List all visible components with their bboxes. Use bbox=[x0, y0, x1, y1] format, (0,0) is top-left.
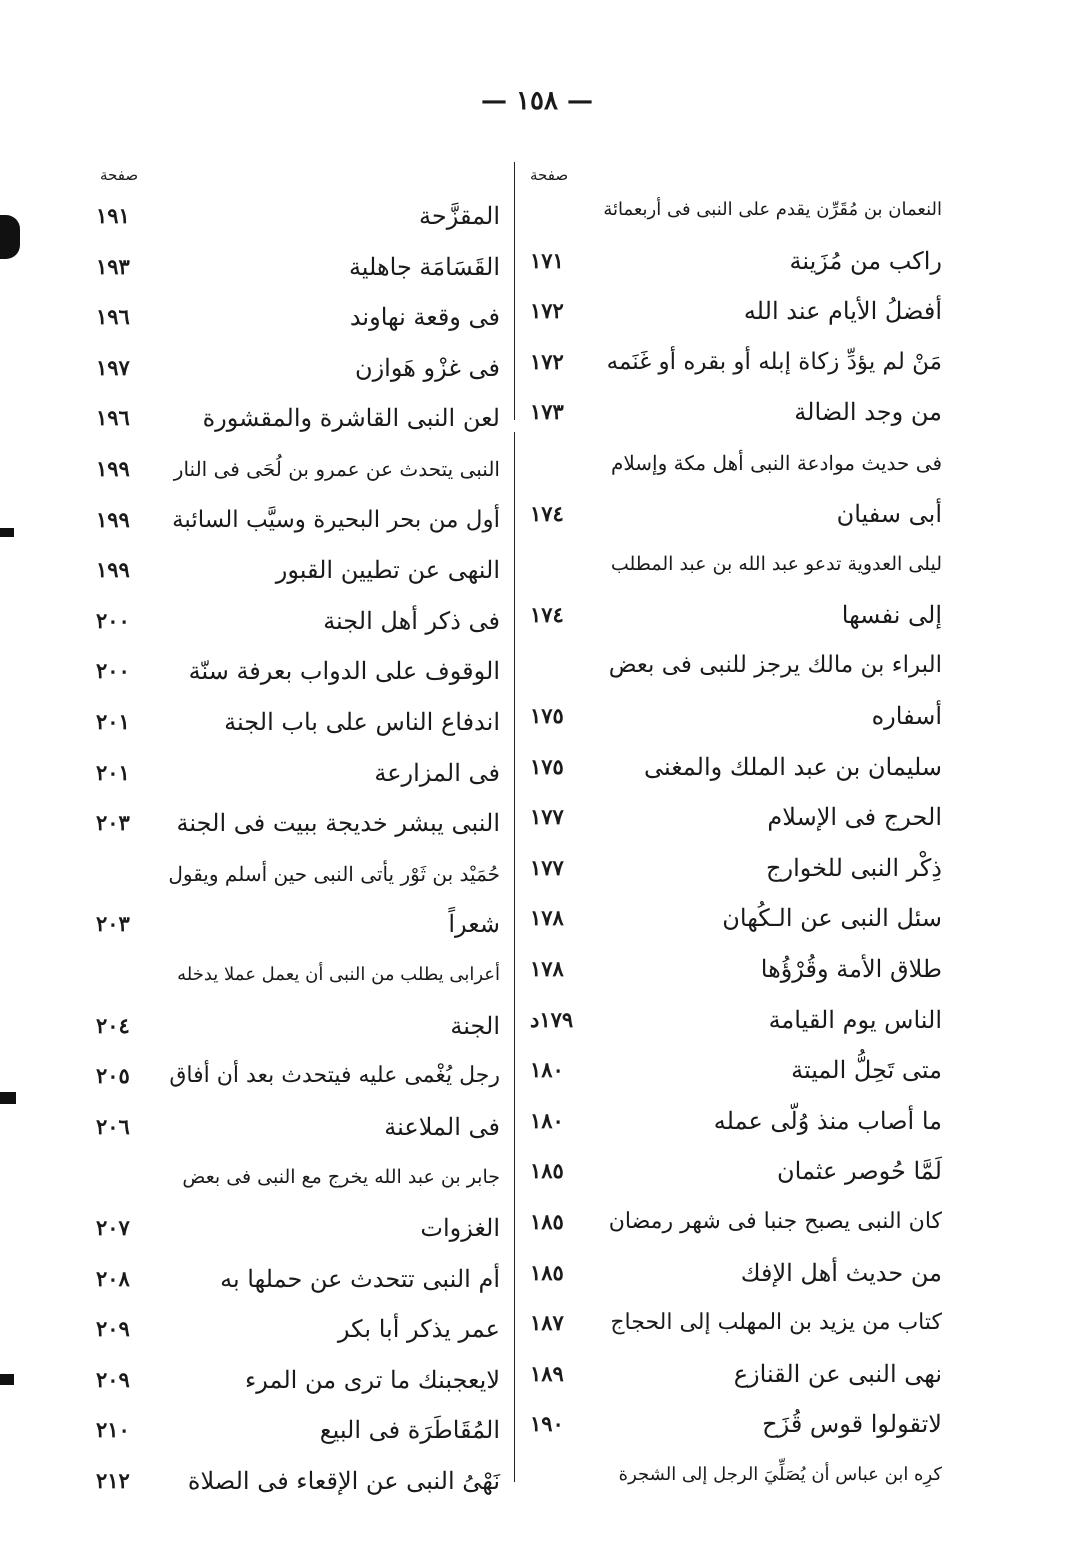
entry-page-number: ١٨٥ bbox=[530, 1158, 564, 1184]
entry-page-number: ١٩٠ bbox=[530, 1411, 564, 1437]
entry-title: سليمان بن عبد الملك والمغنى bbox=[643, 752, 942, 781]
entry-page-number: ٢٠٠ bbox=[96, 607, 130, 633]
entry-page-number: ٢٠٤ bbox=[96, 1012, 130, 1038]
index-entry bbox=[96, 899, 500, 949]
index-entry bbox=[530, 185, 942, 235]
entry-title: النعمان بن مُقَرِّن يقدم على النبى فى أربعمائة bbox=[603, 199, 942, 220]
entry-page-number: ٢١٢ bbox=[96, 1468, 130, 1493]
entry-title: النبى يتحدث عن عمرو بن لُحَى فى النار bbox=[173, 457, 500, 481]
entry-title: أبى سفيان bbox=[836, 499, 942, 528]
entry-title: سئل النبى عن الـكُهان bbox=[722, 904, 942, 933]
right-column-header: صفحة bbox=[530, 166, 569, 184]
page-number: — ١٥٨ — bbox=[480, 86, 594, 116]
entry-title: إلى نفسها bbox=[841, 600, 942, 629]
index-entry bbox=[530, 337, 942, 387]
entry-title: القَسَامَة جاهلية bbox=[348, 252, 500, 281]
index-entry bbox=[96, 242, 500, 292]
index-entry bbox=[96, 1405, 500, 1455]
entry-page-number: ١٧٣ bbox=[530, 399, 564, 425]
entry-page-number: ٢٠٦ bbox=[96, 1113, 130, 1139]
index-entry bbox=[96, 545, 500, 595]
scan-edge-mark bbox=[0, 215, 20, 259]
entry-title: الناس يوم القيامة bbox=[768, 1005, 942, 1034]
index-entry bbox=[530, 1399, 942, 1449]
entry-page-number: ٢٠٣ bbox=[96, 911, 130, 937]
index-entry bbox=[96, 191, 500, 241]
index-entry bbox=[530, 995, 942, 1045]
entry-title: فى حديث موادعة النبى أهل مكة وإسلام bbox=[610, 451, 942, 475]
entry-page-number: ٢٠٨ bbox=[96, 1265, 130, 1291]
index-entry bbox=[530, 893, 942, 943]
index-entry bbox=[96, 1051, 500, 1101]
index-entry bbox=[96, 1102, 500, 1152]
index-entry bbox=[96, 343, 500, 393]
entry-page-number: ٢٠١ bbox=[96, 759, 130, 785]
entry-title: المُقَاطَرَة فى البيع bbox=[319, 1416, 500, 1445]
entry-page-number: ١٨٥ bbox=[530, 1209, 564, 1234]
entry-page-number: ١٩٩ bbox=[96, 557, 130, 583]
index-entry bbox=[530, 1450, 942, 1500]
index-entry bbox=[530, 944, 942, 994]
entry-page-number: ١٩٧ bbox=[96, 354, 130, 380]
entry-title: فى غزْو هَوازن bbox=[354, 353, 500, 382]
entry-page-number: ١٨٠ bbox=[530, 1107, 564, 1133]
index-entry bbox=[530, 1248, 942, 1298]
index-entry bbox=[96, 646, 500, 696]
index-entry bbox=[530, 1146, 942, 1196]
scan-edge-mark bbox=[0, 528, 14, 537]
entry-title: لاتقولوا قوس قُزَح bbox=[762, 1410, 942, 1439]
entry-title: شعراً bbox=[448, 910, 500, 939]
index-entry bbox=[530, 438, 942, 488]
entry-title: جابر بن عبد الله يخرج مع النبى فى بعض bbox=[182, 1166, 500, 1189]
entry-title: كرِه ابن عباس أن يُصَلِّيَ الرجل إلى الشجرة bbox=[618, 1464, 942, 1485]
entry-page-number: ١٧٧ bbox=[530, 804, 564, 830]
index-entry bbox=[530, 590, 942, 640]
entry-page-number: ١٧٤ bbox=[530, 601, 564, 627]
index-entry bbox=[530, 1096, 942, 1146]
scan-edge-mark bbox=[0, 1092, 16, 1104]
index-entry bbox=[96, 849, 500, 899]
entry-title: متى تَحِلُّ الميتة bbox=[791, 1056, 942, 1085]
entry-title: لايعجبنك ما ترى من المرء bbox=[244, 1365, 500, 1394]
entry-title: عمر يذكر أبا بكر bbox=[337, 1315, 500, 1344]
entry-page-number: ١٧٢ bbox=[530, 298, 564, 324]
entry-page-number: ١٧٥ bbox=[530, 753, 564, 779]
index-entry bbox=[96, 1304, 500, 1354]
entry-page-number: ٢٠٧ bbox=[96, 1215, 130, 1240]
entry-title: نَهْىُ النبى عن الإقعاء فى الصلاة bbox=[187, 1467, 500, 1495]
entry-title: أعرابى يطلب من النبى أن يعمل عملا يدخله bbox=[177, 964, 500, 985]
index-entry bbox=[530, 1045, 942, 1095]
index-entry bbox=[530, 236, 942, 286]
entry-page-number: ١٨٧ bbox=[530, 1310, 564, 1336]
entry-title: فى ذكر أهل الجنة bbox=[323, 606, 500, 635]
entry-page-number: ٢٠٩ bbox=[96, 1316, 130, 1342]
entry-page-number: ١٧٧ bbox=[530, 854, 564, 880]
index-entry bbox=[96, 393, 500, 443]
index-entry bbox=[530, 742, 942, 792]
entry-page-number: ٢٠٩ bbox=[96, 1366, 130, 1392]
entry-title: من حديث أهل الإفك bbox=[740, 1258, 942, 1287]
entry-page-number: ٢٠٥ bbox=[96, 1063, 130, 1089]
index-entry bbox=[96, 748, 500, 798]
entry-page-number: ١٧٢ bbox=[530, 348, 564, 374]
entry-title: حُمَيْد بن ثَوْر يأتى النبى حين أسلم ويقول bbox=[168, 861, 500, 886]
index-entry bbox=[530, 792, 942, 842]
index-entry bbox=[530, 286, 942, 336]
index-entry bbox=[96, 1203, 500, 1253]
entry-title: رجل يُغْمى عليه فيتحدث بعد أن أفاق bbox=[169, 1063, 500, 1089]
index-entry bbox=[96, 596, 500, 646]
left-column-header: صفحة bbox=[100, 166, 139, 184]
entry-title: اندفاع الناس على باب الجنة bbox=[224, 708, 500, 736]
entry-title: طلاق الأمة وقُرْؤُها bbox=[760, 955, 942, 983]
entry-page-number: ١٩٣ bbox=[96, 253, 130, 279]
entry-title: ذِكْر النبى للخوارج bbox=[766, 853, 942, 882]
entry-title: البراء بن مالك يرجز للنبى فى بعض bbox=[608, 652, 942, 679]
entry-page-number: ١٧٤ bbox=[530, 500, 564, 526]
column-divider-bottom bbox=[514, 432, 515, 1482]
entry-title: الغزوات bbox=[420, 1214, 500, 1242]
index-entry bbox=[530, 539, 942, 589]
entry-title: المقزَّحة bbox=[419, 202, 500, 230]
entry-page-number: ١٧٥ bbox=[530, 703, 564, 728]
index-entry bbox=[530, 1349, 942, 1399]
entry-page-number: ٢٠٣ bbox=[96, 810, 130, 836]
entry-title: فى الملاعنة bbox=[384, 1112, 500, 1141]
entry-page-number: ١٧٨ bbox=[530, 905, 564, 931]
entry-title: أسفاره bbox=[871, 702, 942, 730]
entry-page-number: ٢٠١ bbox=[96, 709, 130, 734]
index-entry bbox=[96, 1001, 500, 1051]
entry-page-number: ١٩٩ bbox=[96, 506, 130, 532]
index-entry bbox=[96, 1456, 500, 1506]
entry-title: أول من بحر البحيرة وسيَّب السائبة bbox=[172, 506, 500, 533]
index-entry bbox=[96, 1152, 500, 1202]
entry-page-number: ١٩١ bbox=[96, 203, 130, 228]
index-entry bbox=[96, 697, 500, 747]
entry-page-number: ١٧٩د bbox=[530, 1006, 574, 1032]
entry-page-number: ٢١٠ bbox=[96, 1417, 130, 1443]
entry-page-number: ١٩٩ bbox=[96, 456, 130, 481]
entry-title: مَنْ لم يؤدِّ زكاة إبله أو بقره أو غَنَمه bbox=[606, 348, 942, 375]
entry-title: كتاب من يزيد بن المهلب إلى الحجاج bbox=[610, 1310, 942, 1336]
index-entry bbox=[530, 1197, 942, 1247]
index-entry bbox=[530, 691, 942, 741]
entry-title: النهى عن تطيين القبور bbox=[275, 556, 500, 585]
entry-title: ليلى العدوية تدعو عبد الله بن عبد المطلب bbox=[610, 553, 942, 576]
scan-edge-mark bbox=[0, 1374, 14, 1385]
entry-title: الحرج فى الإسلام bbox=[767, 803, 942, 832]
entry-title: أفضلُ الأيام عند الله bbox=[743, 297, 942, 326]
index-entry bbox=[530, 1298, 942, 1348]
column-divider-top bbox=[514, 162, 515, 420]
entry-title: لعن النبى القاشرة والمقشورة bbox=[202, 404, 500, 433]
entry-title: فى المزارعة bbox=[374, 758, 500, 787]
index-entry bbox=[96, 495, 500, 545]
entry-page-number: ١٧٨ bbox=[530, 956, 564, 981]
entry-title: ما أصاب منذ وُلّى عمله bbox=[713, 1106, 942, 1135]
index-entry bbox=[96, 950, 500, 1000]
entry-title: نهى النبى عن القنازع bbox=[733, 1359, 942, 1388]
entry-page-number: ١٨٥ bbox=[530, 1259, 564, 1285]
index-entry bbox=[96, 1254, 500, 1304]
entry-page-number: ٢٠٠ bbox=[96, 658, 130, 684]
index-entry bbox=[530, 640, 942, 690]
entry-title: أم النبى تتحدث عن حملها به bbox=[220, 1264, 500, 1293]
entry-title: من وجد الضالة bbox=[794, 398, 942, 427]
entry-title: لَمَّا حُوصر عثمان bbox=[777, 1157, 942, 1186]
entry-title: كان النبى يصبح جنبا فى شهر رمضان bbox=[608, 1209, 942, 1234]
entry-title: النبى يبشر خديجة ببيت فى الجنة bbox=[176, 809, 500, 838]
index-entry bbox=[530, 843, 942, 893]
index-entry bbox=[530, 489, 942, 539]
entry-page-number: ١٧١ bbox=[530, 247, 564, 273]
entry-page-number: ١٩٦ bbox=[96, 304, 130, 330]
index-entry bbox=[96, 798, 500, 848]
entry-title: فى وقعة نهاوند bbox=[349, 303, 500, 332]
entry-page-number: ١٨٠ bbox=[530, 1057, 564, 1083]
entry-title: الوقوف على الدواب بعرفة سنّة bbox=[188, 657, 500, 686]
index-entry bbox=[530, 387, 942, 437]
entry-page-number: ١٩٦ bbox=[96, 405, 130, 431]
entry-title: راكب من مُزَينة bbox=[789, 246, 942, 275]
entry-title: الجنة bbox=[450, 1011, 500, 1040]
entry-page-number: ١٨٩ bbox=[530, 1360, 564, 1386]
index-entry bbox=[96, 292, 500, 342]
index-entry bbox=[96, 444, 500, 494]
index-entry bbox=[96, 1355, 500, 1405]
